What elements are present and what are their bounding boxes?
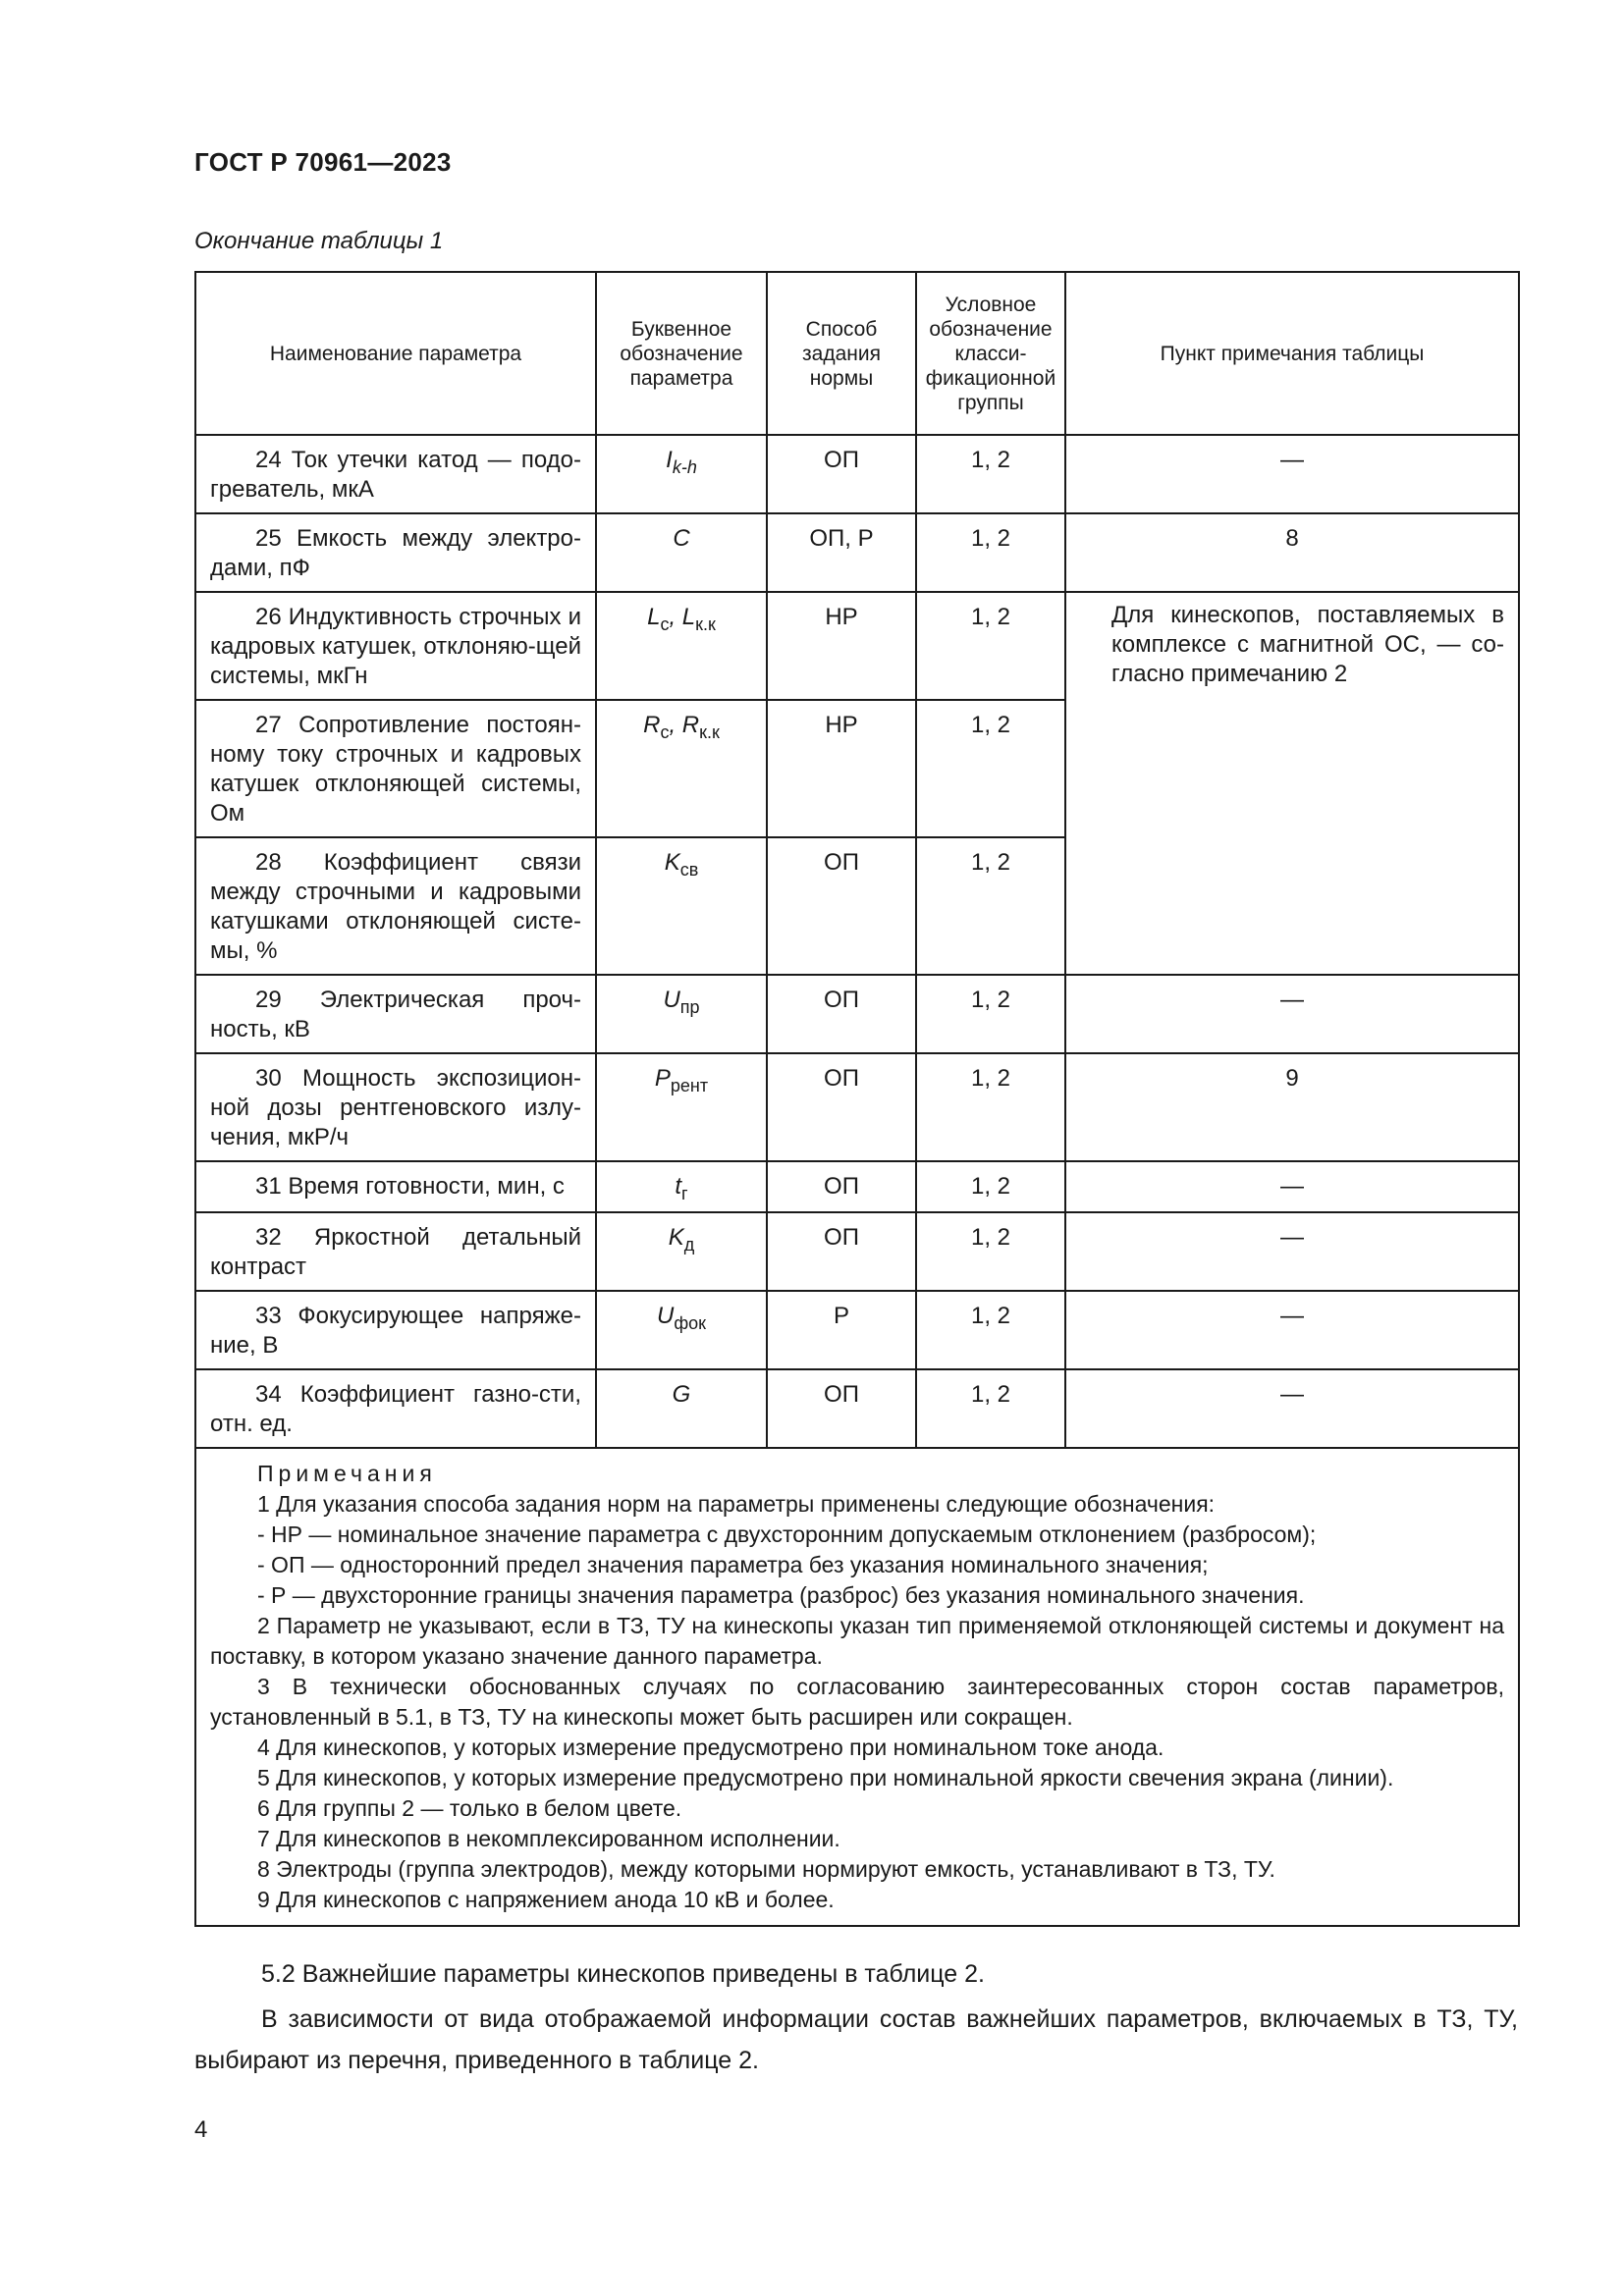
table-row: [195, 1053, 1519, 1161]
note-item: - НР — номинальное значение параметра с двухсторонним допускаемым отклонением (разбросом);: [257, 1522, 1317, 1547]
page-number: 4: [194, 2116, 208, 2143]
param-name: 26 Индуктивность строчных и кадровых катушек, отклоняю-щей системы, мкГн: [195, 592, 596, 700]
class-group: 1, 2: [916, 513, 1065, 592]
column-header: Способ задания нормы: [767, 272, 916, 435]
norm-method: ОП: [767, 435, 916, 513]
parameters-table: [194, 271, 1520, 1927]
param-name: 29 Электрическая проч-ность, кВ: [195, 975, 596, 1053]
note-ref: —: [1065, 1291, 1519, 1369]
norm-method: НР: [767, 592, 916, 700]
table-row: [195, 1291, 1519, 1369]
notes-title: Примечания: [257, 1461, 437, 1486]
note-ref: 8: [1065, 513, 1519, 592]
param-symbol: $t_г$: [596, 1161, 767, 1212]
table-row: [195, 1212, 1519, 1291]
param-name: 33 Фокусирующее напряже-ние, В: [195, 1291, 596, 1369]
note-ref: 9: [1065, 1053, 1519, 1161]
table-row: [195, 1369, 1519, 1448]
note-ref: —: [1065, 1212, 1519, 1291]
param-symbol: $K_д$: [596, 1212, 767, 1291]
norm-method: ОП: [767, 1053, 916, 1161]
table-row: [195, 592, 1519, 700]
note-item: - ОП — односторонний предел значения параметра без указания номинального значения;: [257, 1552, 1209, 1577]
column-header: Условное обозначение класси-фикационной группы: [916, 272, 1065, 435]
class-group: 1, 2: [916, 1161, 1065, 1212]
table-row: [195, 513, 1519, 592]
param-name: 34 Коэффициент газно-сти, отн. ед.: [195, 1369, 596, 1448]
param-symbol: $I_{k-h}$: [596, 435, 767, 513]
table-row: [195, 1161, 1519, 1212]
note-item: 3 В технически обоснованных случаях по согласованию заинтересованных сторон состав параметров, установленный в 5.1, в ТЗ, ТУ на кинескопы может быть расширен или сокращен.: [210, 1674, 1504, 1730]
norm-method: ОП: [767, 1369, 916, 1448]
norm-method: ОП: [767, 975, 916, 1053]
column-header: Пункт примечания таблицы: [1065, 272, 1519, 435]
param-symbol: $R_с$, $R_{к.к}$: [596, 700, 767, 837]
table-row: [195, 435, 1519, 513]
class-group: 1, 2: [916, 700, 1065, 837]
table-header-row: [195, 272, 1519, 435]
norm-method: НР: [767, 700, 916, 837]
table-caption: Окончание таблицы 1: [194, 228, 444, 254]
param-symbol: $U_{фок}$: [596, 1291, 767, 1369]
note-ref: —: [1065, 1369, 1519, 1448]
notes-row: [195, 1448, 1519, 1926]
column-header: Буквенное обозначение параметра: [596, 272, 767, 435]
note-ref: —: [1065, 975, 1519, 1053]
note-item: 4 Для кинескопов, у которых измерение предусмотрено при номинальном токе анода.: [257, 1735, 1164, 1760]
note-item: 2 Параметр не указывают, если в ТЗ, ТУ на кинескопы указан тип применяемой отклоняющей системы и документ на поставку, в котором указано значение данного параметра.: [210, 1613, 1504, 1669]
param-symbol: $K_{св}$: [596, 837, 767, 975]
class-group: 1, 2: [916, 1212, 1065, 1291]
norm-method: Р: [767, 1291, 916, 1369]
note-ref: —: [1065, 435, 1519, 513]
class-group: 1, 2: [916, 435, 1065, 513]
class-group: 1, 2: [916, 1369, 1065, 1448]
param-name: 25 Емкость между электро-дами, пФ: [195, 513, 596, 592]
paragraph-5-2: 5.2 Важнейшие параметры кинескопов приведены в таблице 2.: [261, 1960, 985, 1988]
norm-method: ОП: [767, 1161, 916, 1212]
param-name: 32 Яркостной детальный контраст: [195, 1212, 596, 1291]
norm-method: ОП: [767, 837, 916, 975]
class-group: 1, 2: [916, 1291, 1065, 1369]
class-group: 1, 2: [916, 975, 1065, 1053]
param-symbol: G: [596, 1369, 767, 1448]
table-row: [195, 975, 1519, 1053]
norm-method: ОП, Р: [767, 513, 916, 592]
merged-note-cell: Для кинескопов, поставляемых в комплексе с магнитной ОС, — со-гласно примечанию 2: [1065, 592, 1519, 975]
class-group: 1, 2: [916, 1053, 1065, 1161]
note-item: 5 Для кинескопов, у которых измерение предусмотрено при номинальной яркости свечения экрана (линии).: [257, 1765, 1394, 1790]
notes-block: [195, 1448, 1519, 1926]
param-name: 30 Мощность экспозицион-ной дозы рентгеновского излу-чения, мкР/ч: [195, 1053, 596, 1161]
note-item: 7 Для кинескопов в некомплексированном исполнении.: [257, 1826, 840, 1851]
note-item: 1 Для указания способа задания норм на параметры применены следующие обозначения:: [257, 1491, 1216, 1517]
param-symbol: $L_с$, $L_{к.к}$: [596, 592, 767, 700]
note-item: 8 Электроды (группа электродов), между которыми нормируют емкость, устанавливают в ТЗ, ТУ.: [257, 1856, 1275, 1882]
class-group: 1, 2: [916, 592, 1065, 700]
column-header: Наименование параметра: [195, 272, 596, 435]
param-name: 31 Время готовности, мин, с: [195, 1161, 596, 1212]
param-symbol: $P_{рент}$: [596, 1053, 767, 1161]
param-name: 24 Ток утечки катод — подо-греватель, мкА: [195, 435, 596, 513]
document-number: ГОСТ Р 70961—2023: [194, 147, 452, 177]
param-name: 28 Коэффициент связи между строчными и кадровыми катушками отклоняющей систе-мы, %: [195, 837, 596, 975]
note-ref: —: [1065, 1161, 1519, 1212]
norm-method: ОП: [767, 1212, 916, 1291]
note-item: 6 Для группы 2 — только в белом цвете.: [257, 1795, 682, 1821]
class-group: 1, 2: [916, 837, 1065, 975]
param-symbol: $U_{пр}$: [596, 975, 767, 1053]
param-name: 27 Сопротивление постоян-ному току строчных и кадровых катушек отклоняющей системы, Ом: [195, 700, 596, 837]
paragraph-body: В зависимости от вида отображаемой информации состав важнейших параметров, включаемых в ТЗ, ТУ, выбирают из перечня, приведенного в таблице 2.: [194, 2005, 1518, 2074]
param-symbol: C: [596, 513, 767, 592]
note-item: 9 Для кинескопов с напряжением анода 10 кВ и более.: [257, 1887, 835, 1912]
note-item: - Р — двухсторонние границы значения параметра (разброс) без указания номинального значения.: [257, 1582, 1305, 1608]
